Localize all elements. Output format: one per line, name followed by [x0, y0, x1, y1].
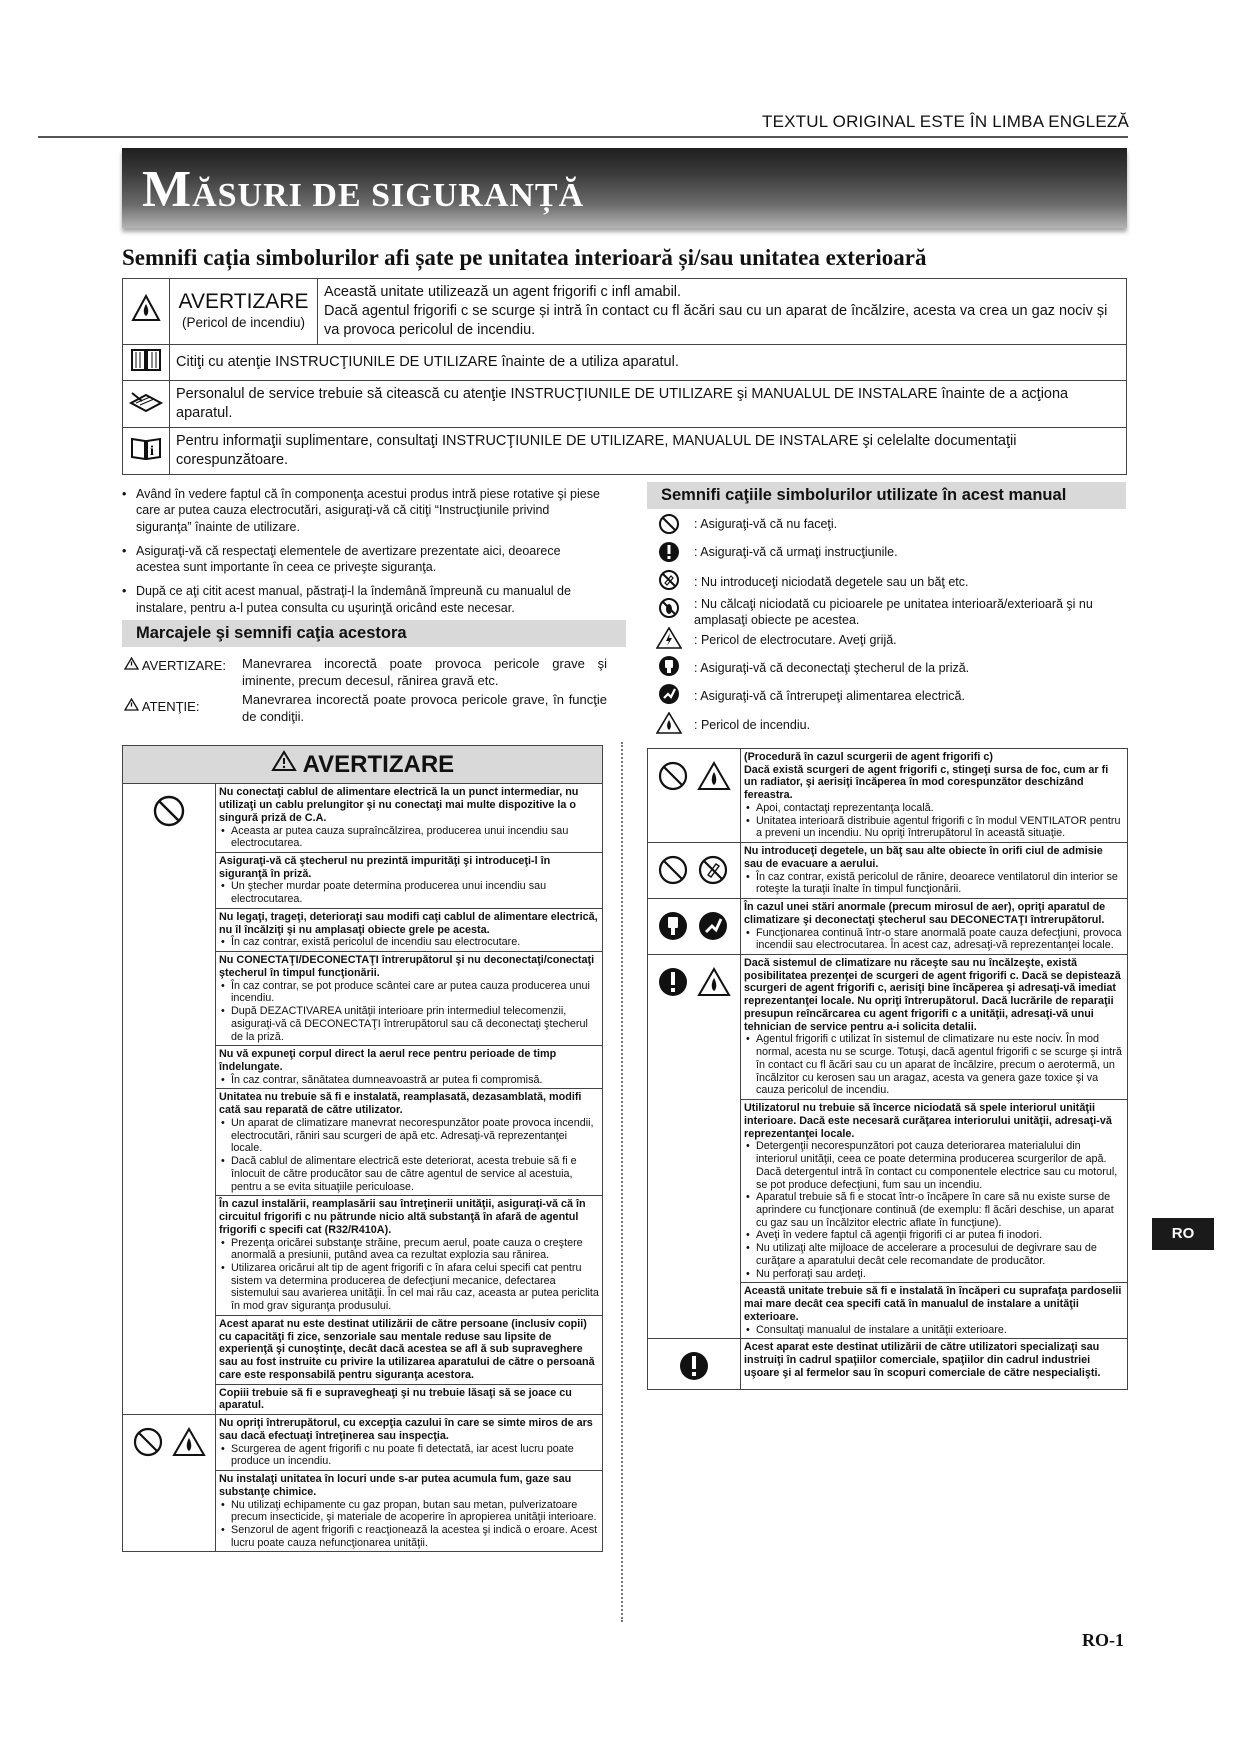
fire-hazard-icon: [656, 712, 682, 734]
warning-block: Acest aparat este destinat utilizării de către utilizatori specializaţi sau instruiţi în cadrul spaţiilor comerciale, spaţiilor din cadrul industriei uşoare şi al fermelor sau în scopuri comerciale de către nespecialişti.: [741, 1339, 1128, 1390]
manual-book-icon: [123, 344, 170, 381]
unplug-icon: [656, 655, 682, 677]
page-number: RO-1: [1082, 1630, 1124, 1650]
electric-shock-icon: [656, 627, 682, 649]
warning-block: Acest aparat nu este destinat utilizării de către persoane (inclusiv copii) cu capacităţi fi zice, senzoriale sau mentale reduse sau lipsite de experienţă şi cunoştinţe, decât dacă acestea se afl ă sub supraveghere sau au fost instruite cu privire la utilizarea aparatului de către o persoană care este responsabilă pentru siguranţa acestora.: [216, 1315, 603, 1384]
symbol-row-text: Citiţi cu atenţie INSTRUCŢIUNILE DE UTILIZARE înainte de a utiliza aparatul.: [170, 344, 1127, 381]
mandatory-icon: [656, 541, 682, 563]
warning-sublabel: (Pericol de incendiu): [181, 314, 306, 330]
symbol-meaning: : Asiguraţi-vă că întrerupeţi alimentarea electrică.: [694, 689, 965, 703]
warning-triangle-icon: [271, 750, 297, 772]
warning-block: Dacă sistemul de climatizare nu răceşte sau nu încălzeşte, există posibilitatea prezenţei de scurgeri de agent frigorifi c. Dacă se depistează scurgeri de agent frigorifi c, aerisiţi bine încăperea şi adresaţi-vă imediat reprezentanţei locale. Nu opriţi întrerupătorul. Dacă lucrările de reparaţii presupun reîncărcarea cu agent frigorifi c a unităţii, adresaţi-vă unui tehnician de service pentru a-i solicita detalii. • Agentul frigorifi c utilizat în sistemul de climatizare nu este nociv. În mod normal, acesta nu se scurge. Totuşi, dacă agentul frigorifi c se scurge şi intră în contact cu fl ăcări sau cu un aparat de încălzire, precum o aerotermă, un încălzitor cu kerosen sau un aragaz, acesta va genera gaze toxice şi va cauza pericolul de incendiu.: [741, 955, 1128, 1100]
list-item: • După ce aţi citit acest manual, păstraţi-l la îndemână împreună cu manualul de instalare, pentru a-l putea consulta cu uşurinţă oricând este necesar.: [122, 583, 607, 616]
warning-block: Această unitate trebuie să fi e instalată în încăperi cu suprafaţa pardoselii mai mare decât cea specifi cată în manualul de instalare a unităţii exterioare. • Consultaţi manualul de instalare a unităţii exterioare.: [741, 1283, 1128, 1339]
warning-block: În cazul instalării, reamplasării sau întreţinerii unităţii, asiguraţi-vă că în circuitul frigorifi c nu pătrunde nicio altă substanţă în afară de agentul frigorifi c specifi cat (R32/R410A). • Prezenţa oricărei substanţe străine, precum aerul, poate cauza o creştere anormală a presiunii, putând avea ca rezultat explozia sau rănirea. • Utilizarea oricărui alt tip de agent frigorifi c în afara celui specifi cat pentru sistem va determina producerea de defecţiuni mecanice, defectarea sistemului sau avarierea unităţii. În cel mai rău caz, aceasta ar putea periclita în mod grav siguranţa produsului.: [216, 1196, 603, 1316]
warning-block: Copiii trebuie să fi e supravegheaţi şi nu trebuie lăsaţi să se joace cu aparatul.: [216, 1384, 603, 1414]
symbol-table: [122, 278, 1127, 475]
marking-text: Manevrarea incorectă poate provoca pericole grave, în funcţie de condiţii.: [242, 692, 607, 724]
marking-text: Manevrarea incorectă poate provoca pericole grave şi iminente, precum decesul, rănirea gravă etc.: [242, 656, 607, 688]
warning-block: Nu legaţi, trageţi, deterioraţi sau modifi caţi cablul de alimentare electrică, nu îl încălziţi şi nu amplasaţi obiecte grele pe acesta. • În caz contrar, există pericolul de incendiu sau electrocutare.: [216, 908, 603, 951]
warning-block: Nu CONECTAŢI/DECONECTAŢI întrerupătorul şi nu deconectaţi/conectaţi ştecherul în timpul funcţionării. • În caz contrar, se pot produce scântei care ar putea cauza producerea unui incendiu. • După DEZACTIVAREA unităţii interioare prin intermediul telecomenzii, asiguraţi-vă că DECONECTAŢI întrerupătorul sau că deconectaţi ştecherul de la priză.: [216, 952, 603, 1046]
warning-triangle-icon: [124, 657, 139, 670]
markings-title: Marcajele şi semnifi caţia acestora: [122, 620, 626, 647]
mandatory-icon: [648, 1339, 741, 1390]
warning-description: [318, 279, 1127, 345]
no-step-icon: [656, 597, 682, 619]
list-item: • Având în vedere faptul că în componenţa acestui produs intră piese rotative şi piese care ar putea cauza electrocutări, asiguraţi-vă că citiţi “Instrucţiunile privind siguranţa” înainte de utilizare.: [122, 486, 607, 535]
prohibition-finger-icons: [648, 843, 741, 899]
symbol-meaning: : Asiguraţi-vă că nu faceţi.: [694, 517, 838, 531]
info-book-icon: [123, 428, 170, 475]
mandatory-fire-icons: [648, 955, 741, 1339]
prohibition-icon: [656, 513, 682, 535]
prohibition-fire-icons: [648, 749, 741, 843]
warning-block: Nu vă expuneţi corpul direct la aerul rece pentru perioade de timp îndelungate. • În caz contrar, sănătatea dumneavoastră ar putea fi compromisă.: [216, 1046, 603, 1089]
warning-line: Dacă agentul frigorifi c se scurge și intră în contact cu fl ăcări sau cu un aparat de încălzire, acesta va crea un gaz nociv și va provoca pericolul de incendiu.: [324, 302, 1108, 338]
symbol-row-text: Personalul de service trebuie să citească cu atenţie INSTRUCŢIUNILE DE UTILIZARE şi MANUALUL DE INSTALARE înainte de a acţiona aparatul.: [170, 381, 1127, 428]
page-title: MĂSURI DE SIGURANȚĂ: [142, 161, 585, 218]
prohibition-fire-icons: [123, 1415, 216, 1552]
warning-block: În cazul unei stări anormale (precum mirosul de aer), opriţi aparatul de climatizare şi deconectaţi ştecherul sau DECONECTAŢI întrerupătorul. • Funcţionarea continuă într-o stare anormală poate cauza defecţiuni, provoca incendii sau electrocutarea. În acest caz, adresaţi-vă reprezentanţei locale.: [741, 899, 1128, 955]
original-language-note: TEXTUL ORIGINAL ESTE ÎN LIMBA ENGLEZĂ: [761, 112, 1129, 131]
warning-label-cell: [170, 279, 318, 345]
symbol-row-text: Pentru informaţii suplimentare, consultaţi INSTRUCŢIUNILE DE UTILIZARE, MANUALUL DE INSTALARE şi celelalte documentaţii corespunzătoare.: [170, 428, 1127, 475]
language-tab: RO: [1152, 1218, 1214, 1250]
warning-line: Această unitate utilizează un agent frigorifi c infl amabil.: [324, 284, 682, 300]
marking-label-warning: AVERTIZARE:: [124, 657, 226, 673]
column-divider: [621, 742, 623, 1622]
symbol-meaning: : Pericol de electrocutare. Aveţi grijă.: [694, 633, 897, 647]
warning-block: Nu instalaţi unitatea în locuri unde s-ar putea acumula fum, gaze sau substanţe chimice. • Nu utilizaţi echipamente cu gaz propan, butan sau metan, pulverizatoare precum insecticide, şi materiale de acoperire în apropierea unităţii interioare. • Senzorul de agent frigorifi c reacţionează la acestea şi indică o eroare. Acest lucru poate cauza nefuncţionarea unităţii.: [216, 1471, 603, 1552]
warning-block: Nu introduceţi degetele, un băţ sau alte obiecte în orifi ciul de admisie sau de evacuare a aerului. • În caz contrar, există pericolul de rănire, deoarece ventilatorul din interior se roteşte la turaţii înalte în timpul funcţionării.: [741, 843, 1128, 899]
warning-block: Nu opriţi întrerupătorul, cu excepţia cazului în care se simte miros de ars sau dacă efectuaţi întreţinerea sau inspecţia. • Scurgerea de agent frigorifi c nu poate fi detectată, iar acest lucru poate produce un incendiu.: [216, 1415, 603, 1471]
section-subtitle: Semnifi cația simbolurilor afi șate pe unitatea interioară și/sau unitatea exterioară: [122, 245, 927, 270]
title-banner: [122, 148, 1127, 228]
marking-label-caution: ATENŢIE:: [124, 698, 199, 714]
warning-block: (Procedură în cazul scurgerii de agent frigorifi c) Dacă există scurgeri de agent frigorifi c, stingeţi sursa de foc, cum ar fi un radiator, şi aerisiţi încăperea în mod corespunzător deschizând fereastra. • Apoi, contactaţi reprezentanţa locală. • Unitatea interioară distribuie agentul frigorifi c în modul VENTILATOR pentru a preveni un incendiu. Nu opriţi întrerupătorul în această situaţie.: [741, 749, 1128, 843]
service-manual-icon: [123, 381, 170, 428]
warning-block: Unitatea nu trebuie să fi e instalată, reamplasată, dezasamblată, modifi cată sau reparată de către utilizator. • Un aparat de climatizare manevrat necorespunzător poate provoca incendii, electrocutări, răniri sau scurgeri de apă etc. Adresaţi-vă reprezentanţei locale. • Dacă cablul de alimentare electrică este deteriorat, acesta trebuie să fi e înlocuit de către producător sau de către agentul de service al acestuia, pentru a se evita situaţiile periculoase.: [216, 1089, 603, 1196]
intro-bullets: [122, 486, 607, 624]
warning-heading: AVERTIZARE: [123, 746, 603, 784]
power-off-icon: [656, 683, 682, 705]
warning-table-left: [122, 745, 603, 1552]
header-rule: [38, 136, 1128, 138]
symbol-meaning: : Pericol de incendiu.: [694, 718, 811, 732]
symbol-meaning: : Nu introduceţi niciodată degetele sau un băţ etc.: [694, 575, 969, 589]
unplug-poweroff-icons: [648, 899, 741, 955]
symbol-meaning: : Nu călcaţi niciodată cu picioarele pe unitatea interioară/exterioară şi nu amplasaţi obiecte pe acestea.: [694, 597, 1093, 628]
no-finger-icon: [656, 569, 682, 591]
prohibition-icon: [123, 784, 216, 1415]
caution-triangle-icon: [124, 698, 139, 711]
warning-table-right: [647, 748, 1128, 1390]
svg-text:i: i: [150, 443, 154, 459]
manual-symbols-title: Semnifi caţiile simbolurilor utilizate în acest manual: [647, 482, 1126, 509]
symbol-meaning: : Asiguraţi-vă că urmaţi instrucţiunile.: [694, 545, 898, 559]
list-item: • Asiguraţi-vă că respectaţi elementele de avertizare prezentate aici, deoarece acestea sunt importante în ceea ce priveşte siguranţa.: [122, 543, 607, 576]
fire-hazard-icon: [123, 279, 170, 345]
warning-block: Utilizatorul nu trebuie să încerce niciodată să spele interiorul unităţii interioare. Dacă este necesară curăţarea interiorului unităţii, adresaţi-vă reprezentanţei locale. • Detergenţii necorespunzători pot cauza deteriorarea materialului din interiorul unităţii, ceea ce poate determina producerea scurgerilor de apă. Dacă detergentul intră în contact cu componentele electrice sau cu motorul, se pot produce defecţiuni, fum sau un incendiu. • Aparatul trebuie să fi e stocat într-o încăpere în care să nu existe surse de aprindere cu funcţionare continuă (de exemplu: fl ăcări deschise, un aparat cu gaz sau un încălzitor electric aflate în funcţiune). • Aveţi în vedere faptul că agenţii frigorifi ci ar putea fi inodori. • Nu utilizaţi alte mijloace de accelerare a procesului de degivrare sau de curăţare a aparatului decât cele recomandate de producător. • Nu perforaţi sau ardeţi.: [741, 1100, 1128, 1283]
warning-label: AVERTIZARE: [178, 290, 309, 314]
warning-block: Nu conectaţi cablul de alimentare electrică la un punct intermediar, nu utilizaţi un cablu prelungitor şi nu conectaţi mai multe dispozitive la o singură priză de C.A. • Aceasta ar putea cauza supraîncălzirea, producerea unui incendiu sau electrocutarea.: [216, 784, 603, 853]
symbol-meaning: : Asiguraţi-vă că deconectaţi ştecherul de la priză.: [694, 661, 970, 675]
warning-block: Asiguraţi-vă că ştecherul nu prezintă impurităţi şi introduceţi-l în siguranţă în priză. • Un ştecher murdar poate determina producerea unui incendiu sau electrocutarea.: [216, 852, 603, 908]
